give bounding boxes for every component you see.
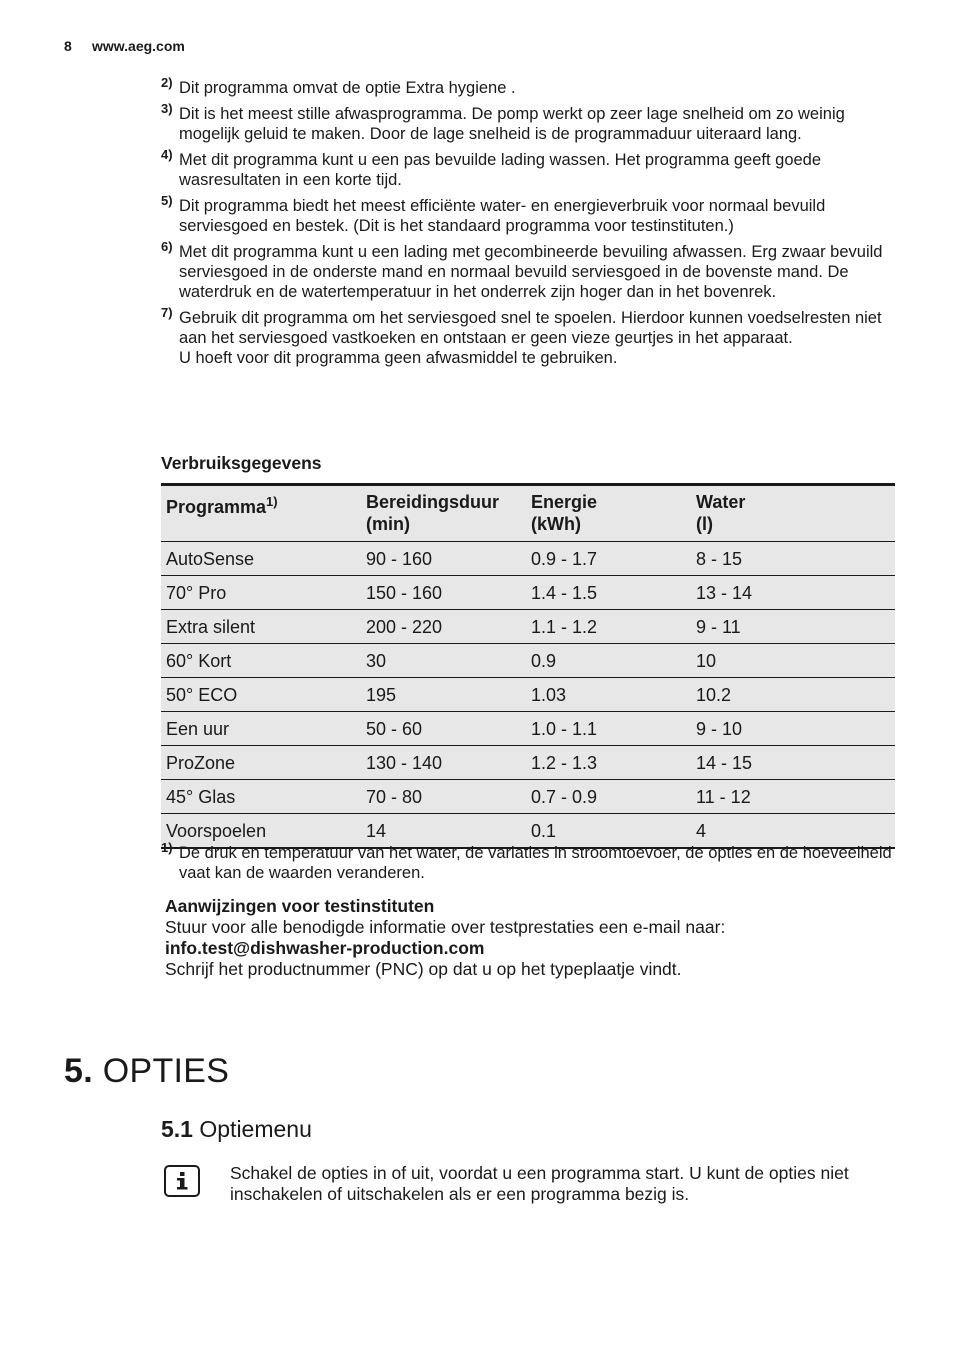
footnote-text: De druk en temperatuur van het water, de variaties in stroomtoevoer, de opties en de hoeveelheid vaat kan de waarden veranderen. [179, 844, 892, 882]
cell-program: Voorspoelen [161, 814, 361, 849]
cell-duration: 14 [361, 814, 526, 849]
table-row [161, 610, 895, 644]
cell-program: AutoSense [161, 542, 361, 576]
subsection-number: 5.1 [161, 1116, 193, 1142]
footnote-text: Gebruik dit programma om het serviesgoed snel te spoelen. Hierdoor kunnen voedselresten niet aan het serviesgoed vastkoeken en ontstaan er geen vieze geurtjes in het apparaat. [179, 309, 882, 347]
header-footnote-mark: 1) [266, 494, 278, 509]
cell-program: 50° ECO [161, 678, 361, 712]
table-row [161, 712, 895, 746]
table-row [161, 746, 895, 780]
footnote-mark: 2) [161, 75, 173, 90]
cell-program: Een uur [161, 712, 361, 746]
footnote-mark: 3) [161, 101, 173, 116]
footnote-5 [161, 193, 896, 236]
page-number: 8 [64, 38, 72, 54]
cell-duration: 195 [361, 678, 526, 712]
footnote-text-extra: U hoeft voor dit programma geen afwasmiddel te gebruiken. [179, 349, 618, 367]
footnote-text: Met dit programma kunt u een pas bevuilde lading wassen. Het programma geeft goede wasresultaten in een korte tijd. [179, 151, 822, 189]
chapter-heading [64, 1052, 229, 1091]
table-footnote [161, 840, 896, 889]
footnote-mark: 5) [161, 193, 173, 208]
cell-energy: 0.9 - 1.7 [526, 542, 691, 576]
chapter-title: OPTIES [102, 1052, 230, 1090]
cell-energy: 0.9 [526, 644, 691, 678]
footnote-2 [161, 75, 896, 98]
cell-duration: 50 - 60 [361, 712, 526, 746]
footnote-text: Dit programma omvat de optie Extra hygiene . [179, 79, 516, 97]
info-text: Schakel de opties in of uit, voordat u een programma start. U kunt de opties niet inschakelen of uitschakelen als er een programma bezig is. [230, 1163, 849, 1204]
cell-water: 4 [691, 814, 895, 849]
cell-duration: 200 - 220 [361, 610, 526, 644]
footnote-text: Dit is het meest stille afwasprogramma. De pomp werkt op zeer lage snelheid om zo weinig mogelijk geluid te maken. Door de lage snelheid is de programmaduur uiteraard lang. [179, 105, 845, 143]
cell-energy: 1.0 - 1.1 [526, 712, 691, 746]
header-energy: Energie (kWh) [526, 485, 691, 542]
cell-energy: 0.1 [526, 814, 691, 849]
cell-water: 9 - 11 [691, 610, 895, 644]
header-duration: Bereidingsduur (min) [361, 485, 526, 542]
subsection-heading [161, 1116, 312, 1143]
cell-water: 13 - 14 [691, 576, 895, 610]
page-header [64, 38, 185, 54]
consumption-table [161, 483, 895, 849]
cell-program: 45° Glas [161, 780, 361, 814]
program-footnotes [161, 75, 896, 374]
table-row [161, 644, 895, 678]
cell-duration: 30 [361, 644, 526, 678]
cell-energy: 1.2 - 1.3 [526, 746, 691, 780]
cell-program: Extra silent [161, 610, 361, 644]
table-row [161, 678, 895, 712]
table-row [161, 780, 895, 814]
table-row [161, 576, 895, 610]
site-url[interactable]: www.aeg.com [92, 38, 185, 54]
footnote-3 [161, 101, 896, 144]
consumption-title: Verbruiksgegevens [161, 453, 322, 473]
footnote-mark: 1) [161, 840, 173, 855]
cell-water: 10.2 [691, 678, 895, 712]
cell-water: 9 - 10 [691, 712, 895, 746]
footnote-4 [161, 147, 896, 190]
footnote-text: Met dit programma kunt u een lading met gecombineerde bevuiling afwassen. Erg zwaar bevuild serviesgoed in de onderste mand en normaal bevuild serviesgoed in de bovenste mand. De waterdruk en de watertemperatuur in het onderrek zijn hoger dan in het bovenrek. [179, 243, 883, 301]
table-header-row [161, 485, 895, 542]
test-institutes-note [165, 896, 895, 980]
test-institutes-email[interactable]: info.test@dishwasher-production.com [165, 938, 485, 958]
cell-water: 14 - 15 [691, 746, 895, 780]
cell-duration: 70 - 80 [361, 780, 526, 814]
table-row [161, 542, 895, 576]
cell-program: ProZone [161, 746, 361, 780]
test-institutes-line1: Stuur voor alle benodigde informatie over testprestaties een e-mail naar: [165, 917, 726, 937]
cell-duration: 130 - 140 [361, 746, 526, 780]
cell-energy: 1.1 - 1.2 [526, 610, 691, 644]
info-icon [164, 1165, 200, 1197]
footnote-6 [161, 239, 896, 302]
subsection-title: Optiemenu [199, 1116, 312, 1142]
header-water: Water (l) [691, 485, 895, 542]
chapter-number: 5. [64, 1052, 93, 1090]
cell-water: 11 - 12 [691, 780, 895, 814]
cell-water: 10 [691, 644, 895, 678]
cell-energy: 1.03 [526, 678, 691, 712]
cell-energy: 1.4 - 1.5 [526, 576, 691, 610]
header-program: Programma$^{1)}$ [161, 485, 361, 542]
test-institutes-title: Aanwijzingen voor testinstituten [165, 896, 435, 916]
footnote-text: Dit programma biedt het meest efficiënte water- en energieverbruik voor normaal bevuild serviesgoed en bestek. (Dit is het standaard programma voor testinstituten.) [179, 197, 826, 235]
cell-energy: 0.7 - 0.9 [526, 780, 691, 814]
test-institutes-line2: Schrijf het productnummer (PNC) op dat u op het typeplaatje vindt. [165, 959, 682, 979]
footnote-mark: 7) [161, 305, 173, 320]
footnote-mark: 6) [161, 239, 173, 254]
cell-duration: 150 - 160 [361, 576, 526, 610]
cell-program: 60° Kort [161, 644, 361, 678]
footnote-7 [161, 305, 896, 368]
cell-duration: 90 - 160 [361, 542, 526, 576]
cell-program: 70° Pro [161, 576, 361, 610]
footnote-mark: 4) [161, 147, 173, 162]
cell-water: 8 - 15 [691, 542, 895, 576]
